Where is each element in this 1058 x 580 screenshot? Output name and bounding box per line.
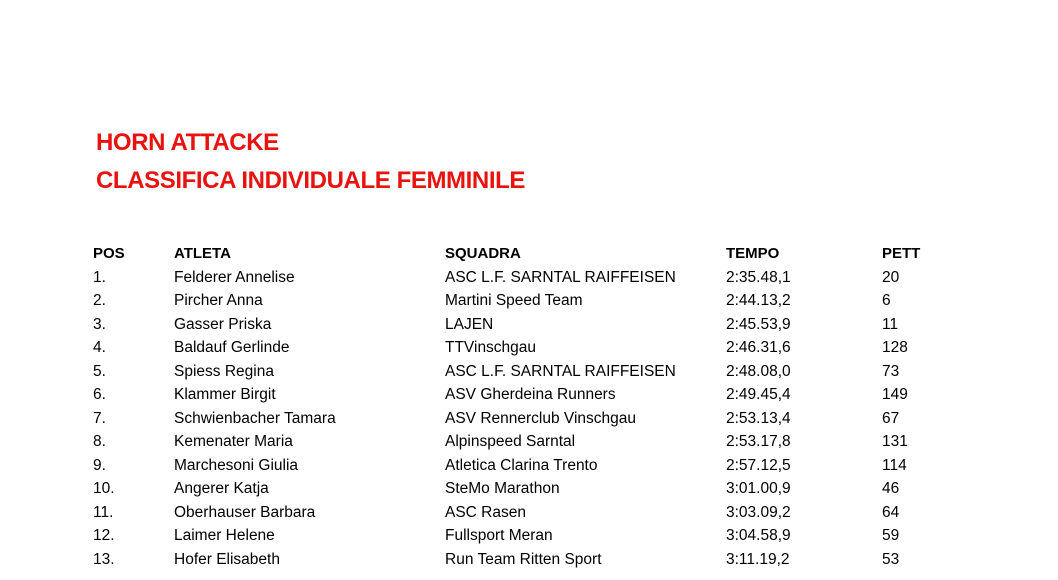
table-row [93, 360, 962, 384]
cell-pett: 131 [882, 433, 908, 450]
cell-tempo: 2:35.48,1 [726, 268, 791, 286]
cell-squadra: Alpinspeed Sarntal [445, 433, 576, 450]
cell-pett: 67 [882, 409, 900, 427]
cell-pos: 8. [93, 433, 106, 450]
header-pett: PETT [882, 245, 921, 262]
table-row [93, 477, 962, 501]
cell-pett: 59 [882, 527, 900, 544]
table-row [93, 454, 962, 478]
header-pos: POS [93, 245, 125, 262]
table-row [93, 407, 962, 431]
cell-atleta: Oberhauser Barbara [174, 503, 316, 521]
cell-pos: 9. [93, 456, 106, 474]
cell-squadra: ASV Rennerclub Vinschgau [445, 409, 637, 427]
cell-tempo: 3:11.19,2 [726, 550, 790, 568]
cell-atleta: Schwienbacher Tamara [174, 409, 336, 427]
cell-atleta: Angerer Katja [174, 480, 269, 497]
cell-pos: 5. [93, 362, 106, 380]
header-squadra: SQUADRA [445, 245, 521, 262]
table-row [93, 430, 962, 454]
results-header-row [93, 242, 962, 266]
cell-pos: 1. [93, 268, 106, 286]
cell-tempo: 2:48.08,0 [726, 362, 791, 380]
cell-tempo: 2:44.13,2 [726, 292, 791, 309]
cell-pett: 46 [882, 480, 900, 497]
cell-pett: 6 [882, 292, 891, 309]
cell-tempo: 3:03.09,2 [726, 503, 791, 521]
event-title: HORN ATTACKE [96, 129, 279, 156]
cell-tempo: 3:01.00,9 [726, 480, 791, 497]
cell-atleta: Gasser Priska [174, 315, 272, 333]
cell-squadra: Fullsport Meran [445, 527, 553, 544]
cell-pett: 53 [882, 550, 900, 568]
cell-pett: 11 [882, 315, 899, 333]
cell-atleta: Baldauf Gerlinde [174, 339, 290, 356]
cell-squadra: Atletica Clarina Trento [445, 456, 598, 474]
cell-pett: 73 [882, 362, 900, 380]
cell-tempo: 2:53.17,8 [726, 433, 791, 450]
cell-pos: 13. [93, 550, 115, 568]
document-title-block [96, 124, 525, 200]
header-atleta: ATLETA [174, 245, 231, 262]
cell-pett: 20 [882, 268, 900, 286]
cell-squadra: TTVinschgau [445, 339, 537, 356]
cell-pos: 3. [93, 315, 106, 333]
results-body [93, 266, 962, 572]
cell-atleta: Hofer Elisabeth [174, 550, 280, 568]
table-row [93, 548, 962, 572]
cell-atleta: Laimer Helene [174, 527, 275, 544]
cell-squadra: SteMo Marathon [445, 480, 560, 497]
table-row [93, 313, 962, 337]
cell-squadra: ASV Gherdeina Runners [445, 386, 616, 403]
cell-squadra: ASC Rasen [445, 503, 526, 521]
cell-squadra: Martini Speed Team [445, 292, 583, 309]
cell-tempo: 2:57.12,5 [726, 456, 791, 474]
classification-title: CLASSIFICA INDIVIDUALE FEMMINILE [96, 167, 525, 194]
cell-squadra: ASC L.F. SARNTAL RAIFFEISEN [445, 362, 676, 380]
cell-atleta: Spiess Regina [174, 362, 274, 380]
cell-atleta: Felderer Annelise [174, 268, 295, 286]
cell-pos: 2. [93, 292, 106, 309]
cell-squadra: ASC L.F. SARNTAL RAIFFEISEN [445, 268, 676, 286]
cell-pos: 7. [93, 409, 106, 427]
cell-pett: 128 [882, 339, 908, 356]
cell-pett: 114 [882, 456, 907, 474]
cell-tempo: 2:46.31,6 [726, 339, 791, 356]
cell-tempo: 2:45.53,9 [726, 315, 791, 333]
cell-pos: 10. [93, 480, 115, 497]
cell-pett: 149 [882, 386, 908, 403]
table-row [93, 266, 962, 290]
table-row [93, 524, 962, 548]
cell-pett: 64 [882, 503, 900, 521]
cell-squadra: LAJEN [445, 315, 494, 333]
results-table [93, 242, 962, 571]
cell-tempo: 2:49.45,4 [726, 386, 791, 403]
table-row [93, 501, 962, 525]
header-tempo: TEMPO [726, 245, 780, 262]
table-row [93, 383, 962, 407]
cell-squadra: Run Team Ritten Sport [445, 550, 602, 568]
cell-atleta: Marchesoni Giulia [174, 456, 299, 474]
cell-atleta: Pircher Anna [174, 292, 263, 309]
cell-pos: 4. [93, 339, 106, 356]
cell-tempo: 3:04.58,9 [726, 527, 791, 544]
table-row [93, 289, 962, 313]
cell-tempo: 2:53.13,4 [726, 409, 791, 427]
cell-pos: 11. [93, 503, 114, 521]
table-row [93, 336, 962, 360]
cell-pos: 6. [93, 386, 106, 403]
cell-atleta: Kemenater Maria [174, 433, 293, 450]
cell-pos: 12. [93, 527, 115, 544]
cell-atleta: Klammer Birgit [174, 386, 276, 403]
